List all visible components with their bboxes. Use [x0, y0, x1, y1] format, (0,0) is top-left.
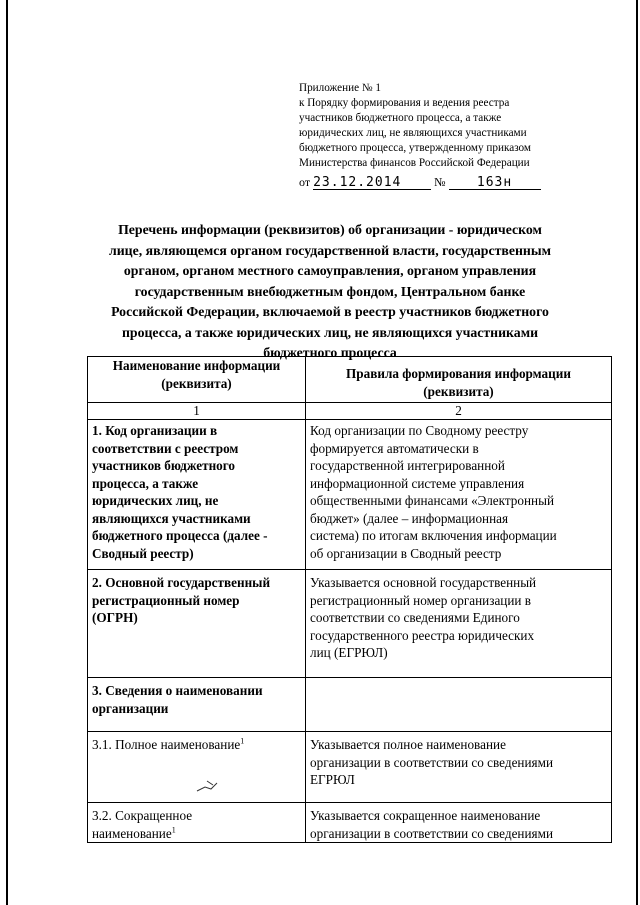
appendix-block — [299, 81, 559, 171]
table-row — [88, 570, 612, 678]
cell-line: соответствии с реестром — [92, 440, 239, 456]
title-line: Российской Федерации, включаемой в реестр участников бюджетного — [111, 304, 549, 319]
header-text: Правила формирования информации — [346, 366, 571, 381]
row-rule-cell — [306, 570, 612, 678]
cell-line: Сводный реестр) — [92, 545, 194, 561]
cell-line: регистрационный номер — [92, 592, 240, 608]
cell-text: 3.1. Полное наименование — [92, 737, 241, 752]
cell-line: общественными финансами «Электронный — [310, 493, 555, 508]
date-prefix: от — [299, 175, 311, 189]
row-rule-cell — [306, 678, 612, 732]
order-date-line — [299, 175, 541, 190]
cell-line: бюджет» (далее – информационная — [310, 510, 509, 526]
pen-mark-icon — [195, 777, 225, 797]
cell-line: Указывается основной государственный — [310, 575, 537, 590]
header-text: Наименование информации — [112, 358, 281, 373]
row-rule-cell — [306, 420, 612, 570]
cell-line — [92, 736, 301, 754]
cell-line: юридических лиц, не — [92, 493, 219, 508]
column-number-row — [88, 403, 612, 420]
title-line: лице, являющемся органом государственной власти, государственным — [108, 242, 552, 258]
column-number: 1 — [88, 403, 306, 420]
cell-line: соответствии со сведениями Единого — [310, 610, 520, 625]
table-header-row — [88, 357, 612, 403]
table-row — [88, 420, 612, 570]
order-number: 163н — [476, 175, 513, 190]
cell-line: 3.2. Сокращенное — [92, 808, 193, 823]
cell-line: формируется автоматически в — [310, 440, 479, 456]
cell-line: ЕГРЮЛ — [310, 772, 355, 787]
appendix-line: Министерства финансов Российской Федерации — [299, 157, 530, 169]
document-title — [60, 220, 600, 364]
cell-line: организации — [92, 700, 169, 716]
footnote-mark: 1 — [240, 736, 245, 746]
cell-line: организации в соответствии со сведениями — [310, 825, 554, 841]
title-line: бюджетного процесса — [263, 345, 397, 360]
cell-line: государственной интегрированной — [310, 458, 505, 473]
cell-line: Указывается полное наименование — [310, 737, 506, 752]
row-rule-cell — [306, 803, 612, 843]
table-row — [88, 803, 612, 843]
appendix-line: к Порядку формирования и ведения реестра — [299, 97, 510, 109]
header-name-cell — [88, 357, 306, 403]
header-text: (реквизита) — [161, 375, 232, 391]
cell-line: Код организации по Сводному реестру — [310, 423, 529, 438]
row-name-cell — [88, 803, 306, 843]
header-rule-cell — [306, 357, 612, 403]
appendix-line: бюджетного процесса, утвержденному приказом — [299, 142, 532, 154]
order-date: 23.12.2014 — [313, 175, 402, 190]
appendix-line: юридических лиц, не являющихся участниками — [299, 127, 527, 139]
cell-line: (ОГРН) — [92, 610, 138, 625]
cell-line: система) по итогам включения информации — [310, 528, 557, 543]
appendix-line: Приложение № 1 — [299, 82, 381, 94]
cell-text: наименование — [92, 825, 172, 841]
cell-line: 2. Основной государственный — [92, 575, 271, 590]
cell-line: лиц (ЕГРЮЛ) — [310, 645, 388, 660]
cell-line: об организации в Сводный реестр — [310, 545, 502, 561]
cell-line: процесса, а также — [92, 475, 199, 491]
column-number: 2 — [306, 403, 612, 420]
cell-line: являющихся участниками — [92, 510, 251, 526]
cell-line: Указывается сокращенное наименование — [310, 808, 541, 823]
cell-line — [92, 825, 301, 843]
requisites-table — [87, 356, 612, 843]
cell-line: участников бюджетного — [92, 458, 236, 473]
footnote-mark: 1 — [171, 825, 176, 835]
row-name-cell — [88, 570, 306, 678]
header-text: (реквизита) — [423, 383, 494, 399]
title-line: государственным внебюджетным фондом, Центральном банке — [134, 283, 526, 299]
appendix-line: участников бюджетного процесса, а также — [299, 112, 502, 124]
table-row — [88, 732, 612, 803]
row-rule-cell — [306, 732, 612, 803]
row-name-cell — [88, 678, 306, 732]
table-row — [88, 678, 612, 732]
right-scan-border — [636, 0, 638, 905]
title-line: органом, органом местного самоуправления, органом управления — [123, 263, 537, 278]
cell-line: государственного реестра юридических — [310, 627, 535, 643]
row-name-cell — [88, 420, 306, 570]
cell-line: 1. Код организации в — [92, 423, 218, 438]
number-prefix: № — [434, 175, 446, 189]
title-line: процесса, а также юридических лиц, не являющихся участниками — [121, 324, 539, 340]
left-scan-border — [6, 0, 8, 905]
title-line: Перечень информации (реквизитов) об организации - юридическом — [118, 222, 542, 237]
cell-line: информационной системе управления — [310, 475, 525, 491]
cell-line: регистрационный номер организации в — [310, 592, 531, 608]
cell-line: бюджетного процесса (далее - — [92, 528, 268, 543]
cell-line: 3. Сведения о наименовании — [92, 683, 263, 698]
cell-line: организации в соответствии со сведениями — [310, 754, 554, 770]
